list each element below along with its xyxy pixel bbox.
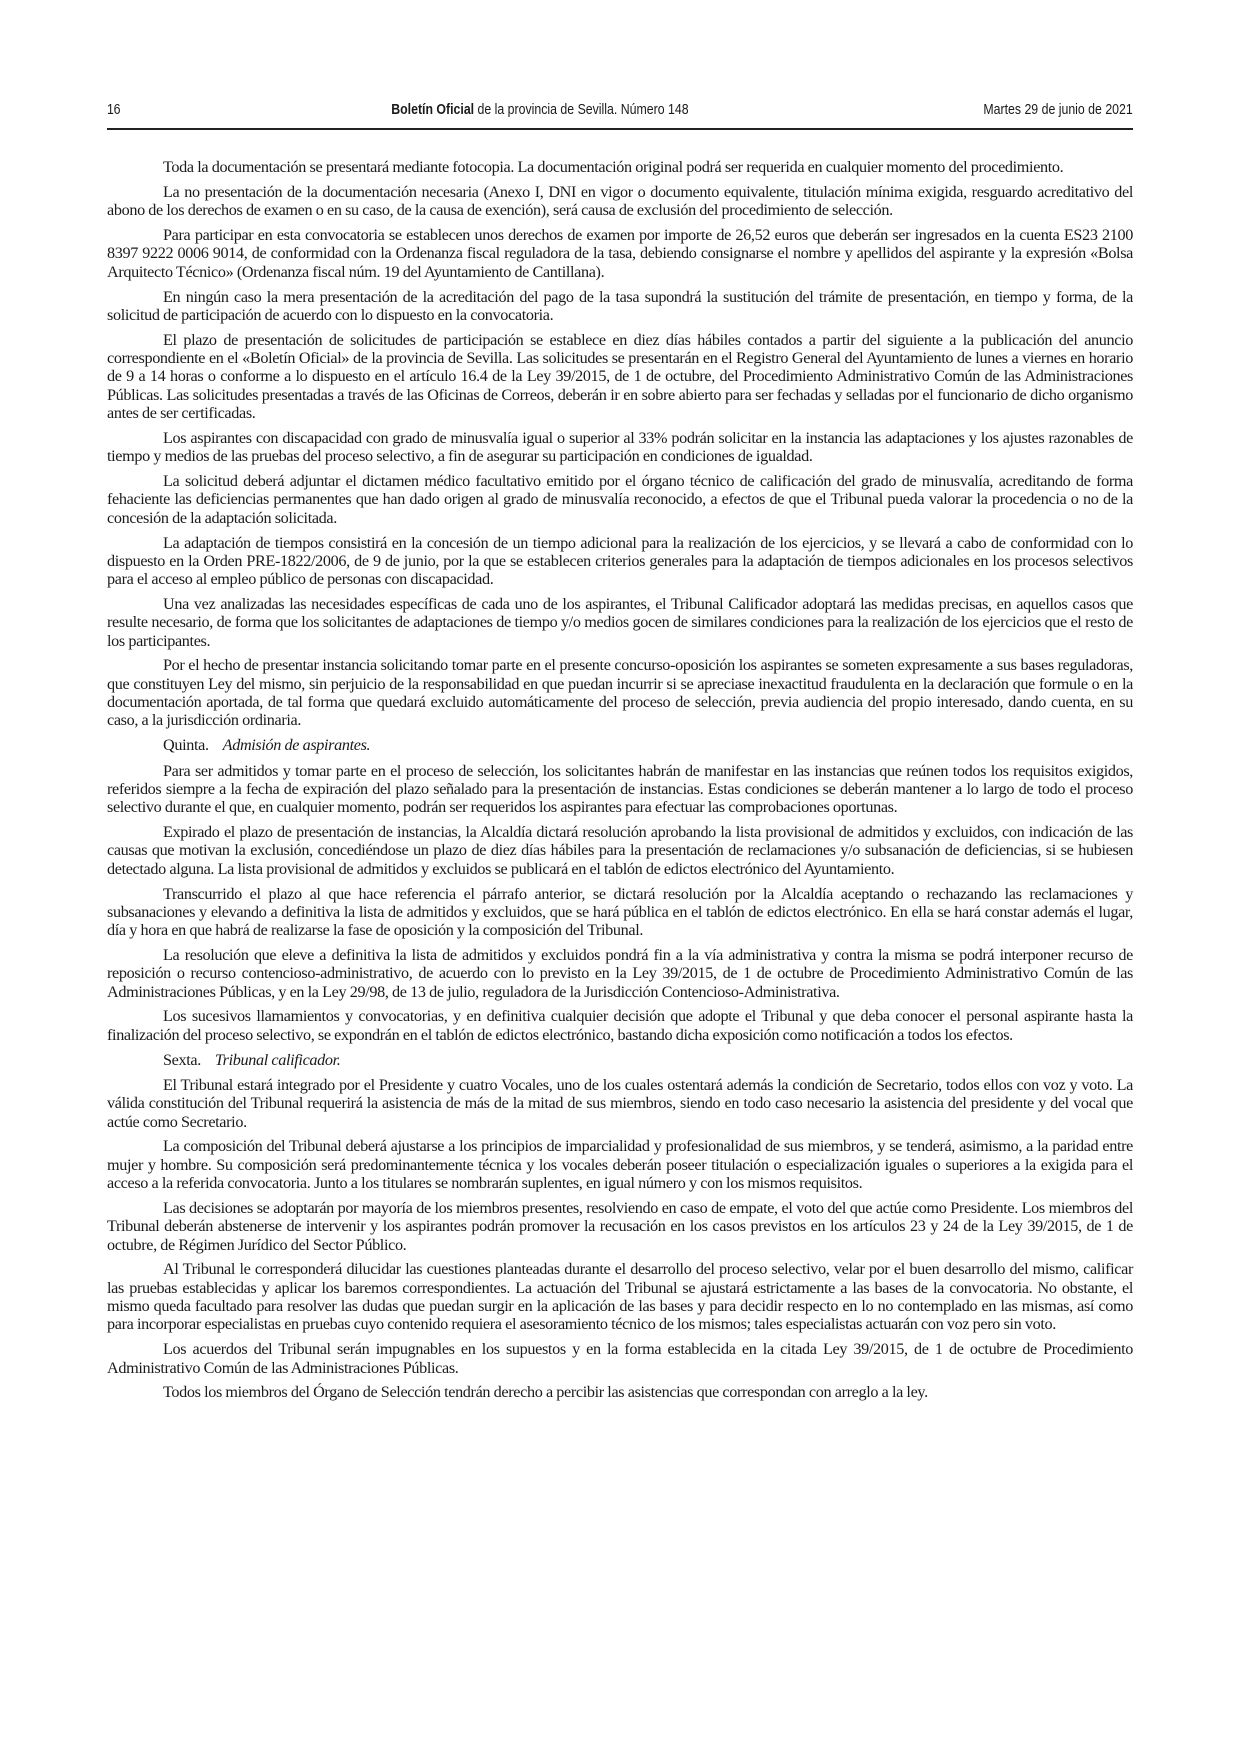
paragraph: La adaptación de tiempos consistirá en la concesión de un tiempo adicional para la realización de los ejercicios, y se llevará a cabo de conformidad con lo dispuesto en la Orden PRE-1822/2006, de 9 de junio, por la que se establecen criterios generales para la adaptación de tiempos adicionales en los procesos selectivos para el acceso al empleo público de personas con discapacidad.	[107, 533, 1133, 589]
publication-name: Boletín Oficial	[391, 102, 475, 118]
section-label: Quinta.	[163, 736, 209, 755]
paragraph: Expirado el plazo de presentación de instancias, la Alcaldía dictará resolución aprobando la lista provisional de admitidos y excluidos, con indicación de las causas que motivan la exclusión, concediéndose un plazo de diez días hábiles para la presentación de reclamaciones y/o subsanación de deficiencias, si se hubiesen detectado alguna. La lista provisional de admitidos y excluidos se publicará en el tablón de edictos electrónico del Ayuntamiento.	[107, 823, 1133, 878]
section-title: Admisión de aspirantes.	[222, 736, 371, 755]
paragraph: Para ser admitidos y tomar parte en el proceso de selección, los solicitantes habrán de manifestar en las instancias que reúnen todos los requisitos exigidos, referidos siempre a la fecha de expiración del plazo señalado para la presentación de instancias. Estas condiciones se deberán mantener a lo largo de todo el proceso selectivo durante el que, en cualquier momento, podrán ser requeridos los aspirantes para efectuar las comprobaciones oportunas.	[107, 761, 1133, 817]
section-title: Tribunal calificador.	[214, 1050, 341, 1069]
paragraph: En ningún caso la mera presentación de la acreditación del pago de la tasa supondrá la sustitución del trámite de presentación, en tiempo y forma, de la solicitud de participación de acuerdo con lo dispuesto en la convocatoria.	[107, 287, 1133, 324]
paragraph: El Tribunal estará integrado por el Presidente y cuatro Vocales, uno de los cuales ostentará además la condición de Secretario, todos ellos con voz y voto. La válida constitución del Tribunal requerirá la asistencia de más de la mitad de sus miembros, siendo en todo caso necesario la asistencia del presidente y del vocal que actúe como Secretario.	[107, 1075, 1133, 1131]
paragraph: La composición del Tribunal deberá ajustarse a los principios de imparcialidad y profesionalidad de sus miembros, y se tenderá, asimismo, a la paridad entre mujer y hombre. Su composición será predominantemente técnica y los vocales deberán poseer titulación o especialización iguales o superiores a la exigida para el acceso a la referida convocatoria. Junto a los titulares se nombrarán suplentes, en igual número y con los mismos requisitos.	[107, 1137, 1133, 1193]
paragraph: La solicitud deberá adjuntar el dictamen médico facultativo emitido por el órgano técnico de calificación del grado de minusvalía, acreditando de forma fehaciente las deficiencias permanentes que han dado origen al grado de minusvalía reconocido, a efectos de que el Tribunal pueda valorar la procedencia o no de la concesión de la adaptación solicitada.	[107, 472, 1133, 527]
paragraph: La no presentación de la documentación necesaria (Anexo I, DNI en vigor o documento equivalente, titulación mínima exigida, resguardo acreditativo del abono de los derechos de examen o en su caso, de la causa de exención), será causa de exclusión del procedimiento de selección.	[107, 182, 1133, 220]
page-number: 16	[107, 102, 121, 118]
publication-subtitle: de la provincia de Sevilla. Número 148	[474, 102, 689, 118]
publication-date: Martes 29 de junio de 2021	[983, 102, 1133, 118]
paragraph: Para participar en esta convocatoria se establecen unos derechos de examen por importe de 26,52 euros que deberán ser ingresados en la cuenta ES23 2100 8397 9222 0006 9014, de conformidad con la Ordenanza fiscal reguladora de la tasa, debiendo consignarse el nombre y apellidos del aspirante y la expresión «Bolsa Arquitecto Técnico» (Ordenanza fiscal núm. 19 del Ayuntamiento de Cantillana).	[107, 226, 1133, 281]
document-page	[107, 102, 1133, 1408]
paragraph: Los aspirantes con discapacidad con grado de minusvalía igual o superior al 33% podrán solicitar en la instancia las adaptaciones y los ajustes razonables de tiempo y medios de las pruebas del proceso selectivo, a fin de asegurar su participación en condiciones de igualdad.	[107, 428, 1133, 466]
document-body	[107, 158, 1133, 1402]
paragraph: Todos los miembros del Órgano de Selección tendrán derecho a percibir las asistencias que correspondan con arreglo a la ley.	[163, 1383, 928, 1402]
paragraph: Toda la documentación se presentará mediante fotocopia. La documentación original podrá ser requerida en cualquier momento del procedimiento.	[163, 158, 1064, 176]
paragraph: Por el hecho de presentar instancia solicitando tomar parte en el presente concurso-oposición los aspirantes se someten expresamente a sus bases reguladoras, que constituyen Ley del mismo, sin perjuicio de la responsabilidad en que puedan incurrir si se apreciase inexactitud fraudulenta en la declaración que formule o en la documentación aportada, de tal forma que quedará excluido automáticamente del proceso de selección, previa audiencia del propio interesado, dando cuenta, en su caso, a la jurisdicción ordinaria.	[107, 656, 1133, 730]
section-heading-quinta	[107, 736, 1133, 754]
page-header	[107, 102, 1133, 130]
paragraph: Los sucesivos llamamientos y convocatorias, y en definitiva cualquier decisión que adopte el Tribunal y que deba conocer el personal aspirante hasta la finalización del proceso selectivo, se expondrán en el tablón de edictos electrónico, bastando dicha exposición como notificación a todos los efectos.	[107, 1007, 1133, 1044]
publication-title	[391, 102, 688, 118]
paragraph: Las decisiones se adoptarán por mayoría de los miembros presentes, resolviendo en caso de empate, el voto del que actúe como Presidente. Los miembros del Tribunal deberán abstenerse de intervenir y los aspirantes podrán promover la recusación en los casos previstos en los artículos 23 y 24 de la Ley 39/2015, de 1 de octubre, de Régimen Jurídico del Sector Público.	[107, 1198, 1133, 1254]
paragraph: Transcurrido el plazo al que hace referencia el párrafo anterior, se dictará resolución por la Alcaldía aceptando o rechazando las reclamaciones y subsanaciones y elevando a definitiva la lista de admitidos y excluidos, que se hará pública en el tablón de edictos electrónico. En ella se hará constar además el lugar, día y hora en que habrá de realizarse la fase de oposición y la composición del Tribunal.	[107, 884, 1133, 940]
paragraph: Al Tribunal le corresponderá dilucidar las cuestiones planteadas durante el desarrollo del proceso selectivo, velar por el buen desarrollo del mismo, calificar las pruebas establecidas y aplicar los baremos correspondientes. La actuación del Tribunal se ajustará estrictamente a las bases de la convocatoria. No obstante, el mismo queda facultado para resolver las dudas que puedan surgir en la aplicación de las bases y para decidir respecto en lo no contemplado en las mismas, así como para incorporar especialistas en pruebas cuyo contenido requiera el asesoramiento técnico de los mismos; tales especialistas actuarán con voz pero sin voto.	[107, 1260, 1133, 1334]
section-label: Sexta.	[163, 1050, 201, 1069]
paragraph: La resolución que eleve a definitiva la lista de admitidos y excluidos pondrá fin a la vía administrativa y contra la misma se podrá interponer recurso de reposición o recurso contencioso-administrativo, de acuerdo con lo previsto en la Ley 39/2015, de 1 de octubre de Procedimiento Administrativo Común de las Administraciones Públicas, y en la Ley 29/98, de 13 de julio, reguladora de la Jurisdicción Contencioso-Administrativa.	[107, 946, 1133, 1001]
paragraph: Una vez analizadas las necesidades específicas de cada uno de los aspirantes, el Tribunal Calificador adoptará las medidas precisas, en aquellos casos que resulte necesario, de forma que los solicitantes de adaptaciones de tiempo y/o medios gocen de similares condiciones para la realización de los ejercicios que el resto de los participantes.	[107, 594, 1133, 650]
paragraph: Los acuerdos del Tribunal serán impugnables en los supuestos y en la forma establecida en la citada Ley 39/2015, de 1 de octubre de Procedimiento Administrativo Común de las Administraciones Públicas.	[107, 1340, 1133, 1377]
section-heading-sexta	[107, 1051, 1133, 1069]
paragraph: El plazo de presentación de solicitudes de participación se establece en diez días hábiles contados a partir del siguiente a la publicación del anuncio correspondiente en el «Boletín Oficial» de la provincia de Sevilla. Las solicitudes se presentarán en el Registro General del Ayuntamiento de lunes a viernes en horario de 9 a 14 horas o conforme a lo dispuesto en el artículo 16.4 de la Ley 39/2015, de 1 de octubre, del Procedimiento Administrativo Común de las Administraciones Públicas. Las solicitudes presentadas a través de las Oficinas de Correos, deberán ir en sobre abierto para ser fechadas y selladas por el funcionario de dicho organismo antes de ser certificadas.	[107, 330, 1133, 422]
